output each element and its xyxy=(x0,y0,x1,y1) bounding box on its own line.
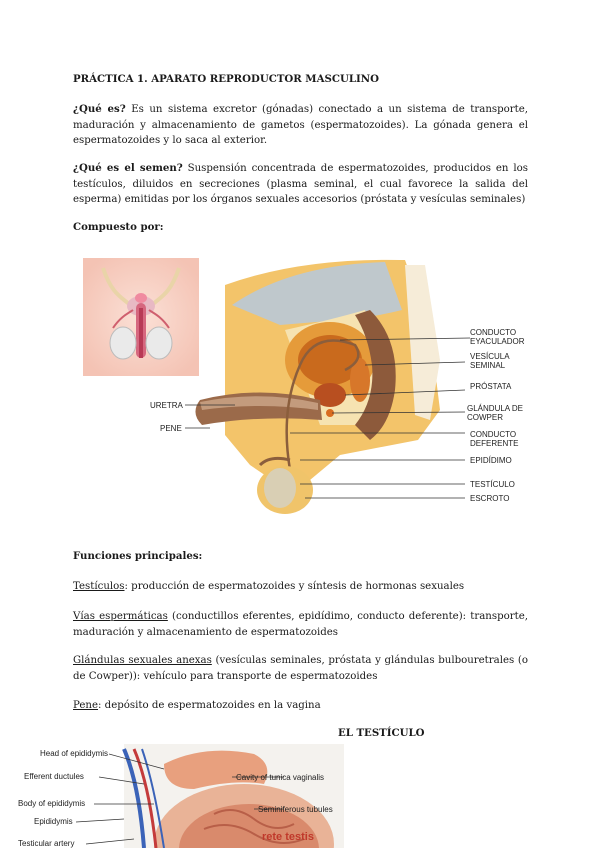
function-description: (vesículas seminales, próstata y glándulas bulbouretrales (o de Cowper)): vehículo para transporte de espermatozoides xyxy=(73,655,528,682)
label-conducto-eyaculador: CONDUCTO xyxy=(470,328,517,337)
function-description: (conductillos eferentes, epidídimo, conducto deferente): transporte, maduración y almacenamiento de espermatozoides xyxy=(73,611,528,638)
label-conducto-deferente-2: DEFERENTE xyxy=(470,439,519,448)
label-seminiferous-tubules: Seminiferous tubules xyxy=(258,805,333,814)
label-prostata: PRÓSTATA xyxy=(470,382,512,391)
function-description: : producción de espermatozoides y síntesis de hormonas sexuales xyxy=(124,581,465,592)
paragraph-que-es xyxy=(73,102,528,149)
label-glandula-cowper-2: COWPER xyxy=(467,413,503,422)
label-epididymis: Epididymis xyxy=(34,817,73,826)
label-conducto-eyaculador-2: EYACULADOR xyxy=(470,337,525,346)
function-term: Vías espermáticas xyxy=(73,611,168,622)
label-escroto: ESCROTO xyxy=(470,494,510,503)
sagittal-anatomy-diagram xyxy=(140,250,540,520)
section-heading-funciones: Funciones principales: xyxy=(73,550,203,562)
section-heading-compuesto: Compuesto por: xyxy=(73,221,164,233)
label-epididimo: EPIDÍDIMO xyxy=(470,456,512,465)
label-head-of-epididymis: Head of epididymis xyxy=(40,749,109,758)
question-answer: Es un sistema excretor (gónadas) conectado a un sistema de transporte, maduración y almacenamiento de gametos (espermatozoides). La gónada genera el espermatozoides y lo saca al exterior. xyxy=(73,104,528,146)
page-title: PRÁCTICA 1. APARATO REPRODUCTOR MASCULINO xyxy=(73,73,379,85)
question-label: ¿Qué es el semen? xyxy=(73,162,183,174)
function-item-testiculos xyxy=(73,579,528,595)
function-term: Glándulas sexuales anexas xyxy=(73,655,212,666)
label-testicular-artery: Testicular artery xyxy=(18,839,75,848)
label-body-of-epididymis: Body of epididymis xyxy=(18,799,86,808)
function-description: : depósito de espermatozoides en la vagina xyxy=(98,700,321,711)
label-uretra: URETRA xyxy=(150,401,183,410)
label-rete-testis: rete testis xyxy=(262,831,314,843)
section-heading-testiculo: EL TESTÍCULO xyxy=(338,727,425,739)
label-glandula-cowper: GLÁNDULA DE xyxy=(467,404,524,413)
label-testiculo: TESTÍCULO xyxy=(470,480,515,489)
function-item-pene xyxy=(73,698,528,714)
label-cavity-tunica-vaginalis: Cavity of tunica vaginalis xyxy=(236,773,325,782)
question-answer: Suspensión concentrada de espermatozoides, producidos en los testículos, diluidos en secreciones (plasma seminal, el cual favorece la salida del esperma) emitidas por los órganos sexuales accesorios (próstata y vesículas seminales) xyxy=(73,163,528,205)
label-pene: PENE xyxy=(160,424,182,433)
paragraph-semen xyxy=(73,161,528,208)
label-vesicula-seminal: VESÍCULA xyxy=(470,352,510,361)
function-term: Testículos xyxy=(73,581,125,592)
question-label: ¿Qué es? xyxy=(73,103,126,115)
function-item-glandulas xyxy=(73,653,528,684)
label-conducto-deferente: CONDUCTO xyxy=(470,430,517,439)
testicle-diagram xyxy=(14,744,344,848)
function-term: Pene xyxy=(73,700,99,711)
label-vesicula-seminal-2: SEMINAL xyxy=(470,361,506,370)
function-item-vias xyxy=(73,609,528,640)
label-efferent-ductules: Efferent ductules xyxy=(24,772,84,781)
